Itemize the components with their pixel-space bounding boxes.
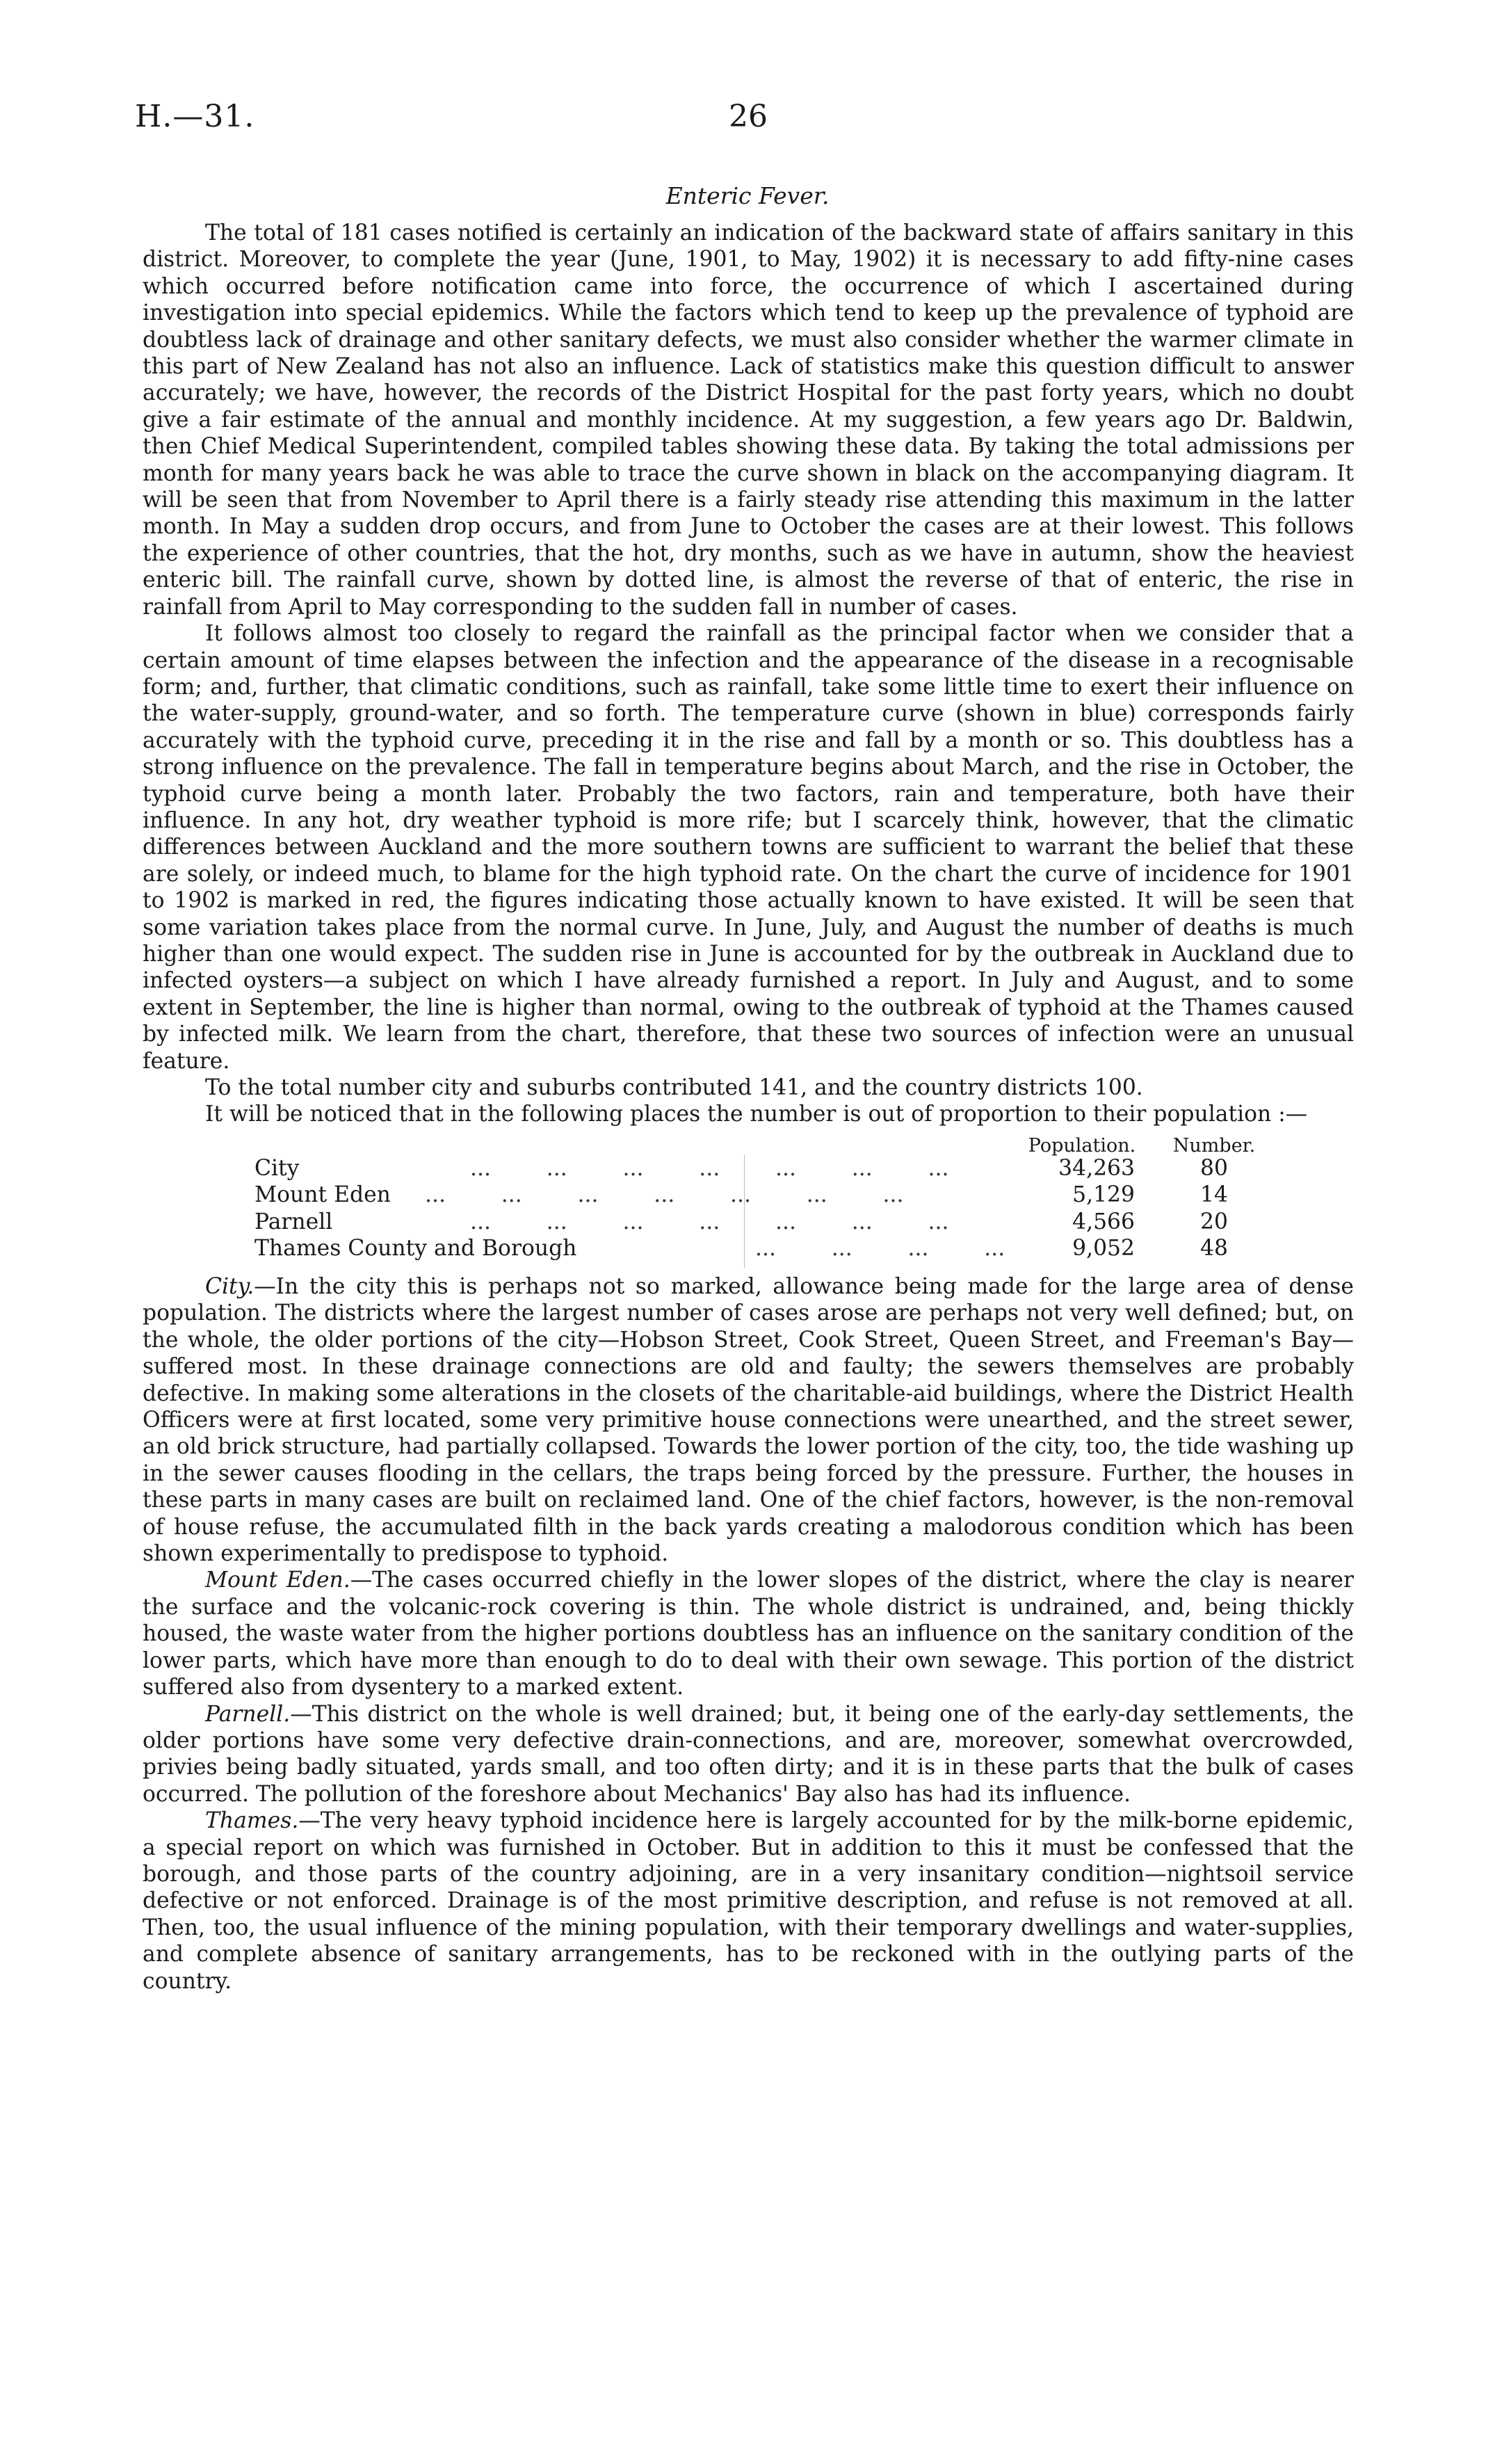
place-name: Mount Eden (254, 1182, 391, 1208)
table-row (254, 1209, 1304, 1236)
paragraph-lead: Thames. (205, 1808, 299, 1834)
report-code: H.—31. (135, 99, 255, 134)
paragraph: It follows almost too closely to regard the rainfall as the principal factor when we consider that a certain amount of time elapses between the infection and the appearance of the disease in a recognisable form; and, further, that climatic conditions, such as rainfall, take some little time to exert their influence on the water-supply, ground-water, and so forth. The temperature curve (shown in blue) corresponds fairly accurately with the typhoid curve, preceding it in the rise and fall by a month or so. This doubtless has a strong influence on the prevalence. The fall in temperature begins about March, and the rise in October, the typhoid curve being a month later. Probably the two factors, rain and temperature, both have their influence. In any hot, dry weather typhoid is more rife; but I scarcely think, however, that the climatic differences between Auckland and the more southern towns are sufficient to warrant the belief that these are solely, or indeed much, to blame for the high typhoid rate. On the chart the curve of incidence for 1901 to 1902 is marked in red, the figures indicating those actually known to have existed. It will be seen that some variation takes place from the normal curve. In June, July, and August the number of deaths is much higher than one would expect. The sudden rise in June is accounted for by the outbreak in Auckland due to infected oysters—a subject on which I have already furnished a report. In July and August, and to some extent in September, the line is higher than normal, owing to the outbreak of typhoid at the Thames caused by infected milk. We learn from the chart, therefore, that these two sources of infection were an unusual feature. (143, 621, 1354, 1074)
table-row (254, 1156, 1304, 1182)
population-value: 5,129 (1072, 1182, 1135, 1208)
paragraph-text: —In the city this is perhaps not so marked, allowance being made for the large area of dense population. The districts where the largest number of cases arose are perhaps not very well defined; but, on the whole, the older portions of the city—Hobson Street, Cook Street, Queen Street, and Freeman's Bay—suffered most. In these drainage connections are old and faulty; the sewers themselves are probably defective. In making some alterations in the closets of the charitable-aid buildings, where the District Health Officers were at first located, some very primitive house connections were unearthed, and the street sewer, an old brick structure, had partially collapsed. Towards the lower portion of the city, too, the tide washing up in the sewer causes flooding in the cellars, the traps being forced by the pressure. Further, the houses in these parts in many cases are built on reclaimed land. One of the chief factors, however, is the non-removal of house refuse, the accumulated filth in the back yards creating a malodorous condition which has been shown experimentally to predispose to typhoid. (143, 1274, 1354, 1567)
leader-dots: ... ... ... ... ... ... ... (470, 1209, 949, 1234)
body-text-upper (143, 220, 1354, 1128)
number-value: 20 (1200, 1209, 1228, 1234)
district-paragraph-thames (143, 1807, 1354, 1995)
paragraph-text: —This district on the whole is well drained; but, it being one of the early-day settlements, the older portions have some very defective drain-connections, and are, moreover, somewhat overcrowded, privies being badly situated, yards small, and too often dirty; and it is in these parts that the bulk of cases occurred. The pollution of the foreshore about Mechanics' Bay also has had its influence. (143, 1701, 1354, 1807)
population-value: 34,263 (1058, 1156, 1135, 1181)
page-number: 26 (729, 99, 768, 134)
section-title: Enteric Fever. (665, 182, 830, 209)
number-value: 14 (1200, 1182, 1228, 1208)
paragraph: To the total number city and suburbs contributed 141, and the country districts 100. (205, 1075, 1143, 1100)
population-table (254, 1135, 1304, 1262)
population-value: 9,052 (1072, 1235, 1135, 1261)
district-paragraph-mount-eden (143, 1567, 1354, 1700)
district-paragraph-city (143, 1273, 1354, 1567)
leader-dots: ... ... ... ... ... ... ... (470, 1156, 949, 1181)
number-value: 80 (1200, 1156, 1228, 1181)
paragraph: The total of 181 cases notified is certainly an indication of the backward state of affairs sanitary in this district. Moreover, to complete the year (June, 1901, to May, 1902) it is necessary to add fifty-nine cases which occurred before notification came into force, the occurrence of which I ascertained during investigation into special epidemics. While the factors which tend to keep up the prevalence of typhoid are doubtless lack of drainage and other sanitary defects, we must also consider whether the warmer climate in this part of New Zealand has not also an influence. Lack of statistics make this question difficult to answer accurately; we have, however, the records of the District Hospital for the past forty years, which no doubt give a fair estimate of the annual and monthly incidence. At my suggestion, a few years ago Dr. Baldwin, then Chief Medical Superintendent, compiled tables showing these data. By taking the total admissions per month for many years back he was able to trace the curve shown in black on the accompanying diagram. It will be seen that from November to April there is a fairly steady rise attending this maximum in the latter month. In May a sudden drop occurs, and from June to October the cases are at their lowest. This follows the experience of other countries, that the hot, dry months, such as we have in autumn, show the heaviest enteric bill. The rainfall curve, shown by dotted line, is almost the reverse of that of enteric, the rise in rainfall from April to May corresponding to the sudden fall in number of cases. (143, 220, 1354, 620)
paragraph-text: —The cases occurred chiefly in the lower slopes of the district, where the clay is nearer the surface and the volcanic-rock covering is thin. The whole district is undrained, and, being thickly housed, the waste water from the higher portions doubtless has an influence on the sanitary condition of the lower parts, which have more than enough to do to deal with their own sewage. This portion of the district suffered also from dysentery to a marked extent. (143, 1568, 1354, 1700)
leader-dots: ... ... ... ... (755, 1235, 1005, 1261)
paragraph-text: —The very heavy typhoid incidence here is largely accounted for by the milk-borne epidemic, a special report on which was furnished in October. But in addition to this it must be confessed that the borough, and those parts of the country adjoining, are in a very insanitary condition—nightsoil service defective or not enforced. Drainage is of the most primitive description, and refuse is not removed at all. Then, too, the usual influence of the mining population, with their temporary dwellings and water-supplies, and complete absence of sanitary arrangements, has to be reckoned with in the outlying parts of the country. (143, 1808, 1354, 1994)
table-header (254, 1135, 1304, 1156)
table-row (254, 1182, 1304, 1209)
number-value: 48 (1200, 1235, 1228, 1261)
col-number-header: Number. (1172, 1135, 1256, 1157)
col-population-header: Population. (1028, 1135, 1136, 1157)
leader-dots: ... ... ... ... ... ... ... (425, 1182, 904, 1208)
paragraph-lead: Mount Eden. (205, 1568, 350, 1593)
paragraph-lead: Parnell. (205, 1701, 291, 1727)
district-paragraph-parnell (143, 1701, 1354, 1808)
place-name: Parnell (254, 1209, 333, 1234)
place-name: Thames County and Borough (254, 1235, 577, 1261)
paragraph: It will be noticed that in the following places the number is out of proportion to their population :— (205, 1102, 1308, 1127)
paragraph-lead: City. (205, 1274, 254, 1299)
body-text-lower (143, 1273, 1354, 1995)
population-value: 4,566 (1072, 1209, 1135, 1234)
table-row (254, 1236, 1304, 1262)
place-name: City (254, 1156, 300, 1181)
